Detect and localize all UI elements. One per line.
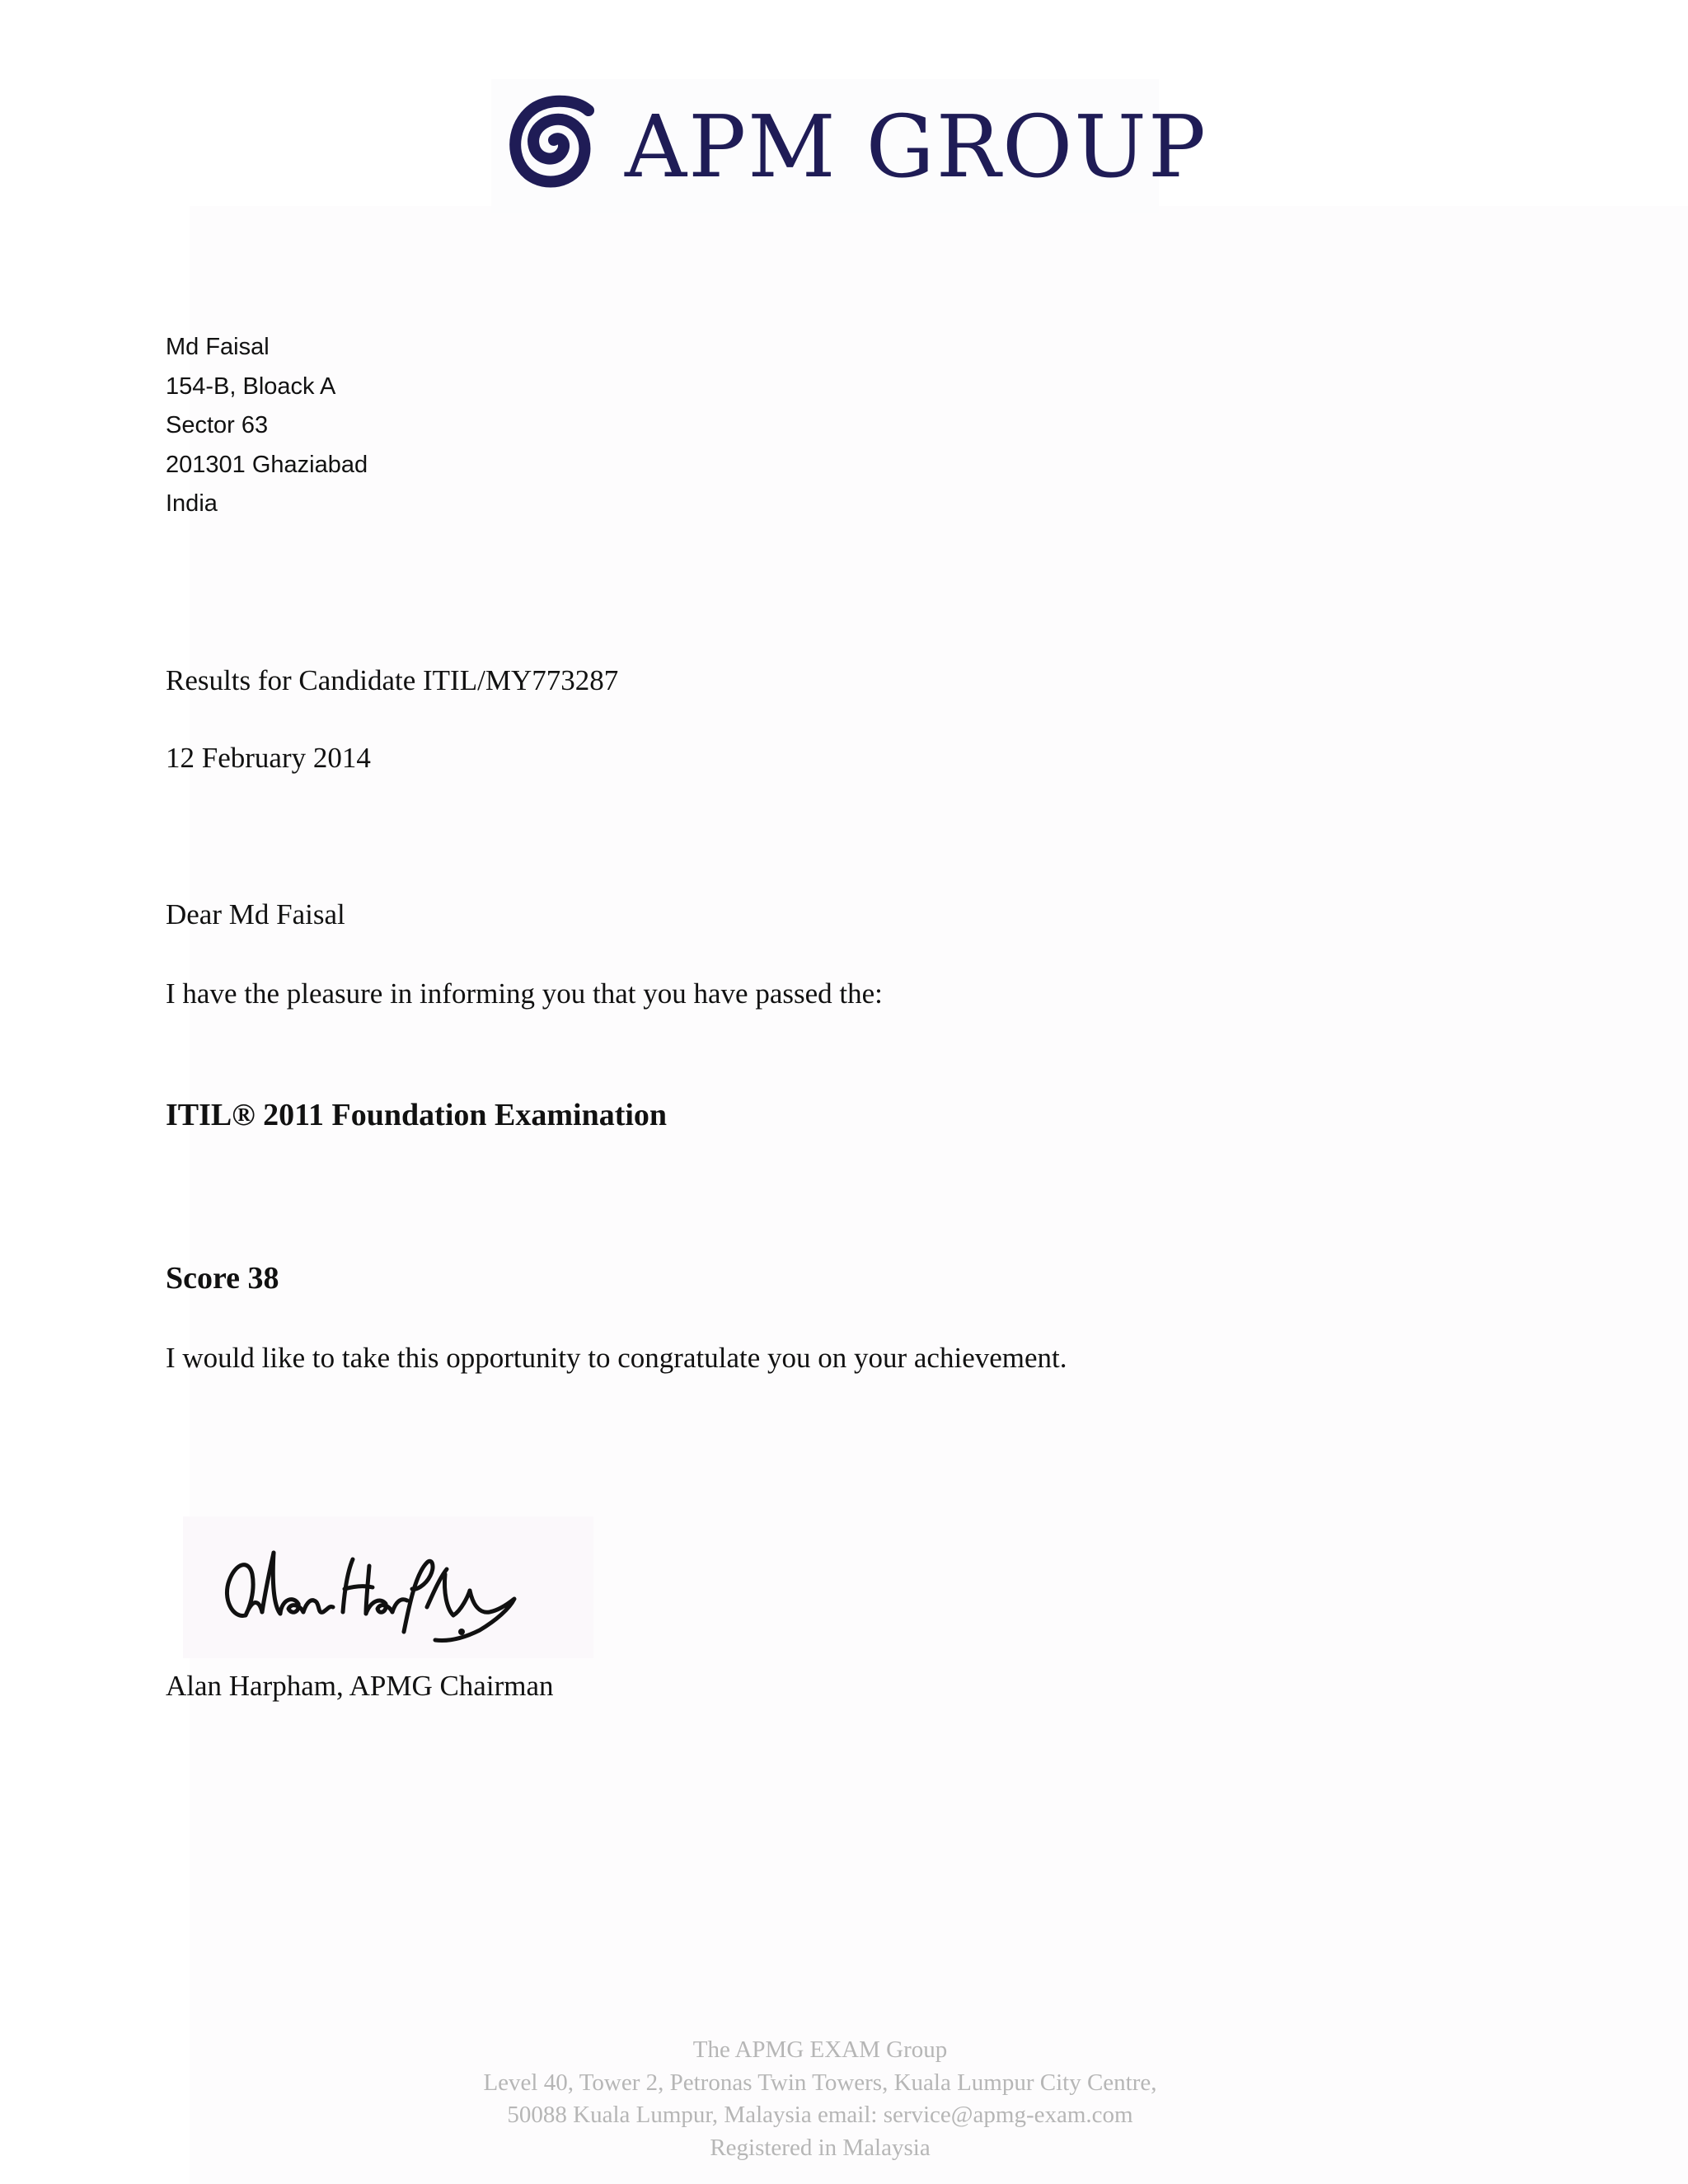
recipient-name: Md Faisal <box>166 334 270 360</box>
address-line-3: 201301 Ghaziabad <box>166 451 368 478</box>
results-subject: Results for Candidate ITIL/MY773287 <box>166 664 619 696</box>
spiral-icon <box>503 89 610 196</box>
footer <box>0 2034 1640 2164</box>
letter-date: 12 February 2014 <box>166 742 371 774</box>
handwritten-signature <box>183 1516 593 1658</box>
signature <box>183 1516 593 1658</box>
exam-name: ITIL® 2011 Foundation Examination <box>166 1098 668 1132</box>
footer-address-line-2: 50088 Kuala Lumpur, Malaysia email: service@apmg-exam.com <box>507 2102 1133 2128</box>
footer-organization: The APMG EXAM Group <box>692 2036 948 2063</box>
footer-address-line-1: Level 40, Tower 2, Petronas Twin Towers, Kuala Lumpur City Centre, <box>483 2069 1157 2096</box>
address-country: India <box>166 490 218 517</box>
footer-registration: Registered in Malaysia <box>710 2134 931 2161</box>
congratulations-text: I would like to take this opportunity to congratulate you on your achievement. <box>166 1342 1067 1374</box>
intro-text: I have the pleasure in informing you that you have passed the: <box>166 977 883 1010</box>
page-left-margin <box>0 0 190 2184</box>
score-heading: Score 38 <box>166 1261 279 1296</box>
address-line-1: 154-B, Bloack A <box>166 373 336 400</box>
company-logo <box>491 79 1207 213</box>
logo-wordmark: APM GROUP <box>625 96 1207 197</box>
recipient-address <box>166 328 368 524</box>
signatory-name: Alan Harpham, APMG Chairman <box>166 1670 554 1702</box>
address-line-2: Sector 63 <box>166 412 269 438</box>
salutation: Dear Md Faisal <box>166 898 345 930</box>
